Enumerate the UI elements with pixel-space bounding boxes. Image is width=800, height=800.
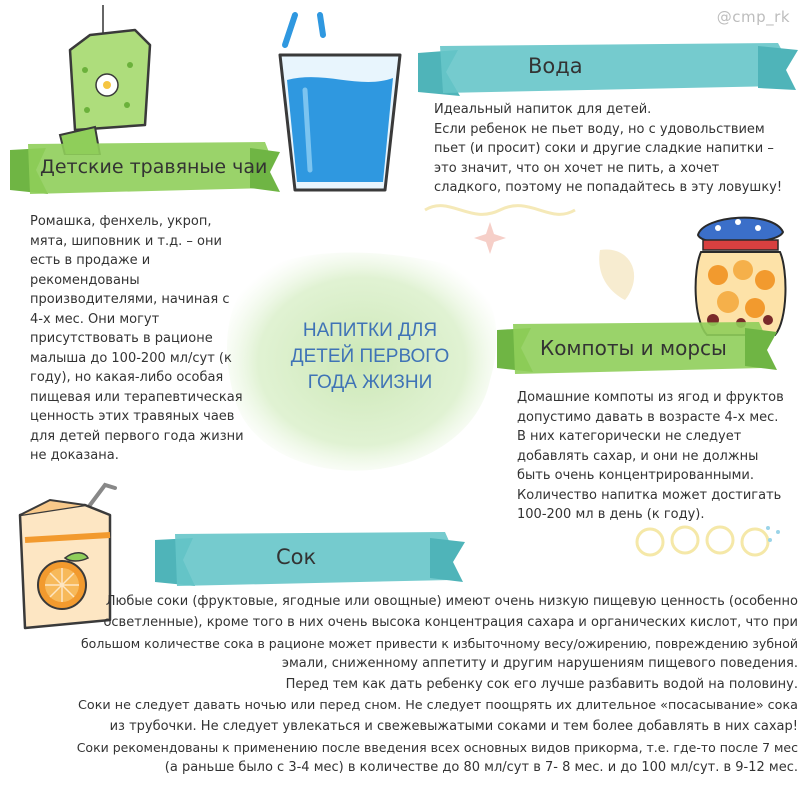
text-line: это значит, что он хочет не пить, а хочет (434, 160, 720, 176)
compote-title: Компоты и морсы (540, 336, 727, 360)
text-line: присутствовать в рационе (30, 331, 213, 346)
text-line: добавлять сахар, и они не должны (517, 448, 759, 464)
compote-text (517, 388, 797, 525)
text-line: В них категорически не следует (517, 429, 742, 444)
juice-title: Сок (276, 545, 317, 569)
wave-doodle (420, 195, 580, 225)
text-line: Перед тем как дать ребенку сок его лучше разбавить водой на половину. (285, 677, 798, 693)
title-line: НАПИТКИ ДЛЯ (302, 320, 438, 341)
text-line: Соки рекомендованы к применению после введения всех основных видов прикорма, т.е. где-то после 7 мес (76, 739, 798, 755)
text-line: не доказана. (30, 448, 119, 463)
text-line: ценность этих травяных чаев (30, 409, 235, 424)
text-line: Любые соки (фруктовые, ягодные или овощные) имеют очень низкую пищевую ценность (особенно (105, 594, 798, 609)
tea-title: Детские травяные чаи (40, 156, 268, 178)
title-line: ДЕТЕЙ ПЕРВОГО (290, 346, 450, 367)
text-line: году), но какая-либо особая (30, 370, 224, 385)
text-line: Количество напитка может достигать (517, 487, 782, 503)
water-text (434, 100, 794, 198)
text-line: рекомендованы (30, 272, 140, 288)
text-line: 100-200 мл в день (к году). (517, 507, 705, 522)
text-line: быть очень концентрированными. (517, 468, 754, 483)
text-line: для детей первого года жизни (30, 428, 244, 444)
text-line: допустимо давать в возрасте 4-х мес. (517, 409, 779, 425)
text-line: Ромашка, фенхель, укроп, (30, 214, 212, 229)
text-line: из трубочки. Не следует увлекаться и свежевыжатыми соками и тем более добавлять в них сахар! (109, 718, 798, 734)
text-line: Если ребенок не пьет воду, но с удовольствием (434, 121, 765, 137)
text-line: Идеальный напиток для детей. (434, 102, 652, 117)
tea-bag-icon (55, 5, 165, 155)
watermark: @cmp_rk (716, 8, 790, 26)
leaf-doodle (590, 240, 650, 310)
water-glass-icon (265, 10, 415, 200)
text-line: производителями, начиная с (30, 292, 230, 307)
text-line: эмали, сниженному аппетиту и другим нарушениям пищевого поведения. (281, 656, 798, 672)
dots-doodle (760, 520, 790, 550)
text-line: пищевая или терапевтическая (30, 389, 243, 405)
text-line: большом количестве сока в рационе может привести к избыточному весу/ожирению, повреждению зубной (80, 635, 798, 651)
title-line: ГОДА ЖИЗНИ (307, 372, 433, 393)
text-line: Домашние компоты из ягод и фруктов (517, 390, 784, 405)
text-line: (а раньше было с 3-4 мес) в количестве до 80 мл/сут в 7- 8 мес. и до 100 мл/сут. в 9-12 мес. (164, 760, 798, 776)
water-ribbon (418, 38, 798, 102)
page-title (260, 318, 480, 396)
water-title: Вода (528, 54, 583, 78)
text-line: осветленные), кроме того в них очень высока концентрация сахара и органических кислот, что при (103, 614, 798, 630)
circles-doodle (630, 520, 780, 560)
tea-text (30, 212, 250, 466)
text-line: малыша до 100-200 мл/сут (к (30, 350, 232, 366)
text-line: Соки не следует давать ночью или перед сном. Не следует поощрять их длительное «посасывание» сока (77, 697, 798, 713)
text-line: 4-х мес. Они могут (30, 311, 160, 327)
text-line: сладкого, поэтому не попадайтесь в эту ловушку! (434, 180, 783, 195)
juice-text (70, 592, 798, 779)
text-line: пьет (и просит) соки и другие сладкие напитки – (434, 141, 774, 156)
text-line: есть в продаже и (30, 253, 151, 268)
text-line: мята, шиповник и т.д. – они (30, 233, 222, 249)
